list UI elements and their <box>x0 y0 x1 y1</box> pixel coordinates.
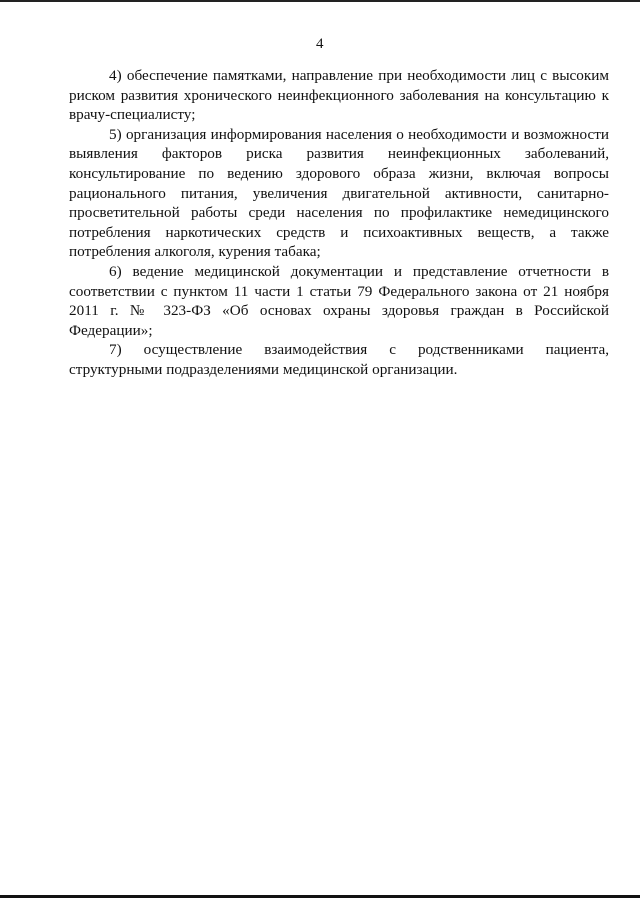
document-body <box>69 66 609 380</box>
scan-edge-top <box>0 0 640 2</box>
paragraph-item-5: 5) организация информирования населения о необходимости и возможности выявления факторов риска развития неинфекционных заболеваний, консультирование по ведению здорового образа жизни, включая вопросы рационального питания, увеличения двигательной активности, санитарно-просветительной работы среди населения по профилактике немедицинского потребления наркотических средств и психоактивных веществ, а также потребления алкоголя, курения табака; <box>69 125 609 261</box>
paragraph-item-4: 4) обеспечение памятками, направление при необходимости лиц с высоким риском развития хронического неинфекционного заболевания на консультацию к врачу-специалисту; <box>69 67 609 124</box>
page-number: 4 <box>316 36 324 52</box>
paragraph-item-7: 7) осуществление взаимодействия с родственниками пациента, структурными подразделениями медицинской организации. <box>69 341 609 378</box>
paragraph-item-6: 6) ведение медицинской документации и представление отчетности в соответствии с пунктом 11 части 1 статьи 79 Федерального закона от 21 ноября 2011 г. № 323-ФЗ «Об основах охраны здоровья граждан в Российской Федерации»; <box>69 262 609 339</box>
